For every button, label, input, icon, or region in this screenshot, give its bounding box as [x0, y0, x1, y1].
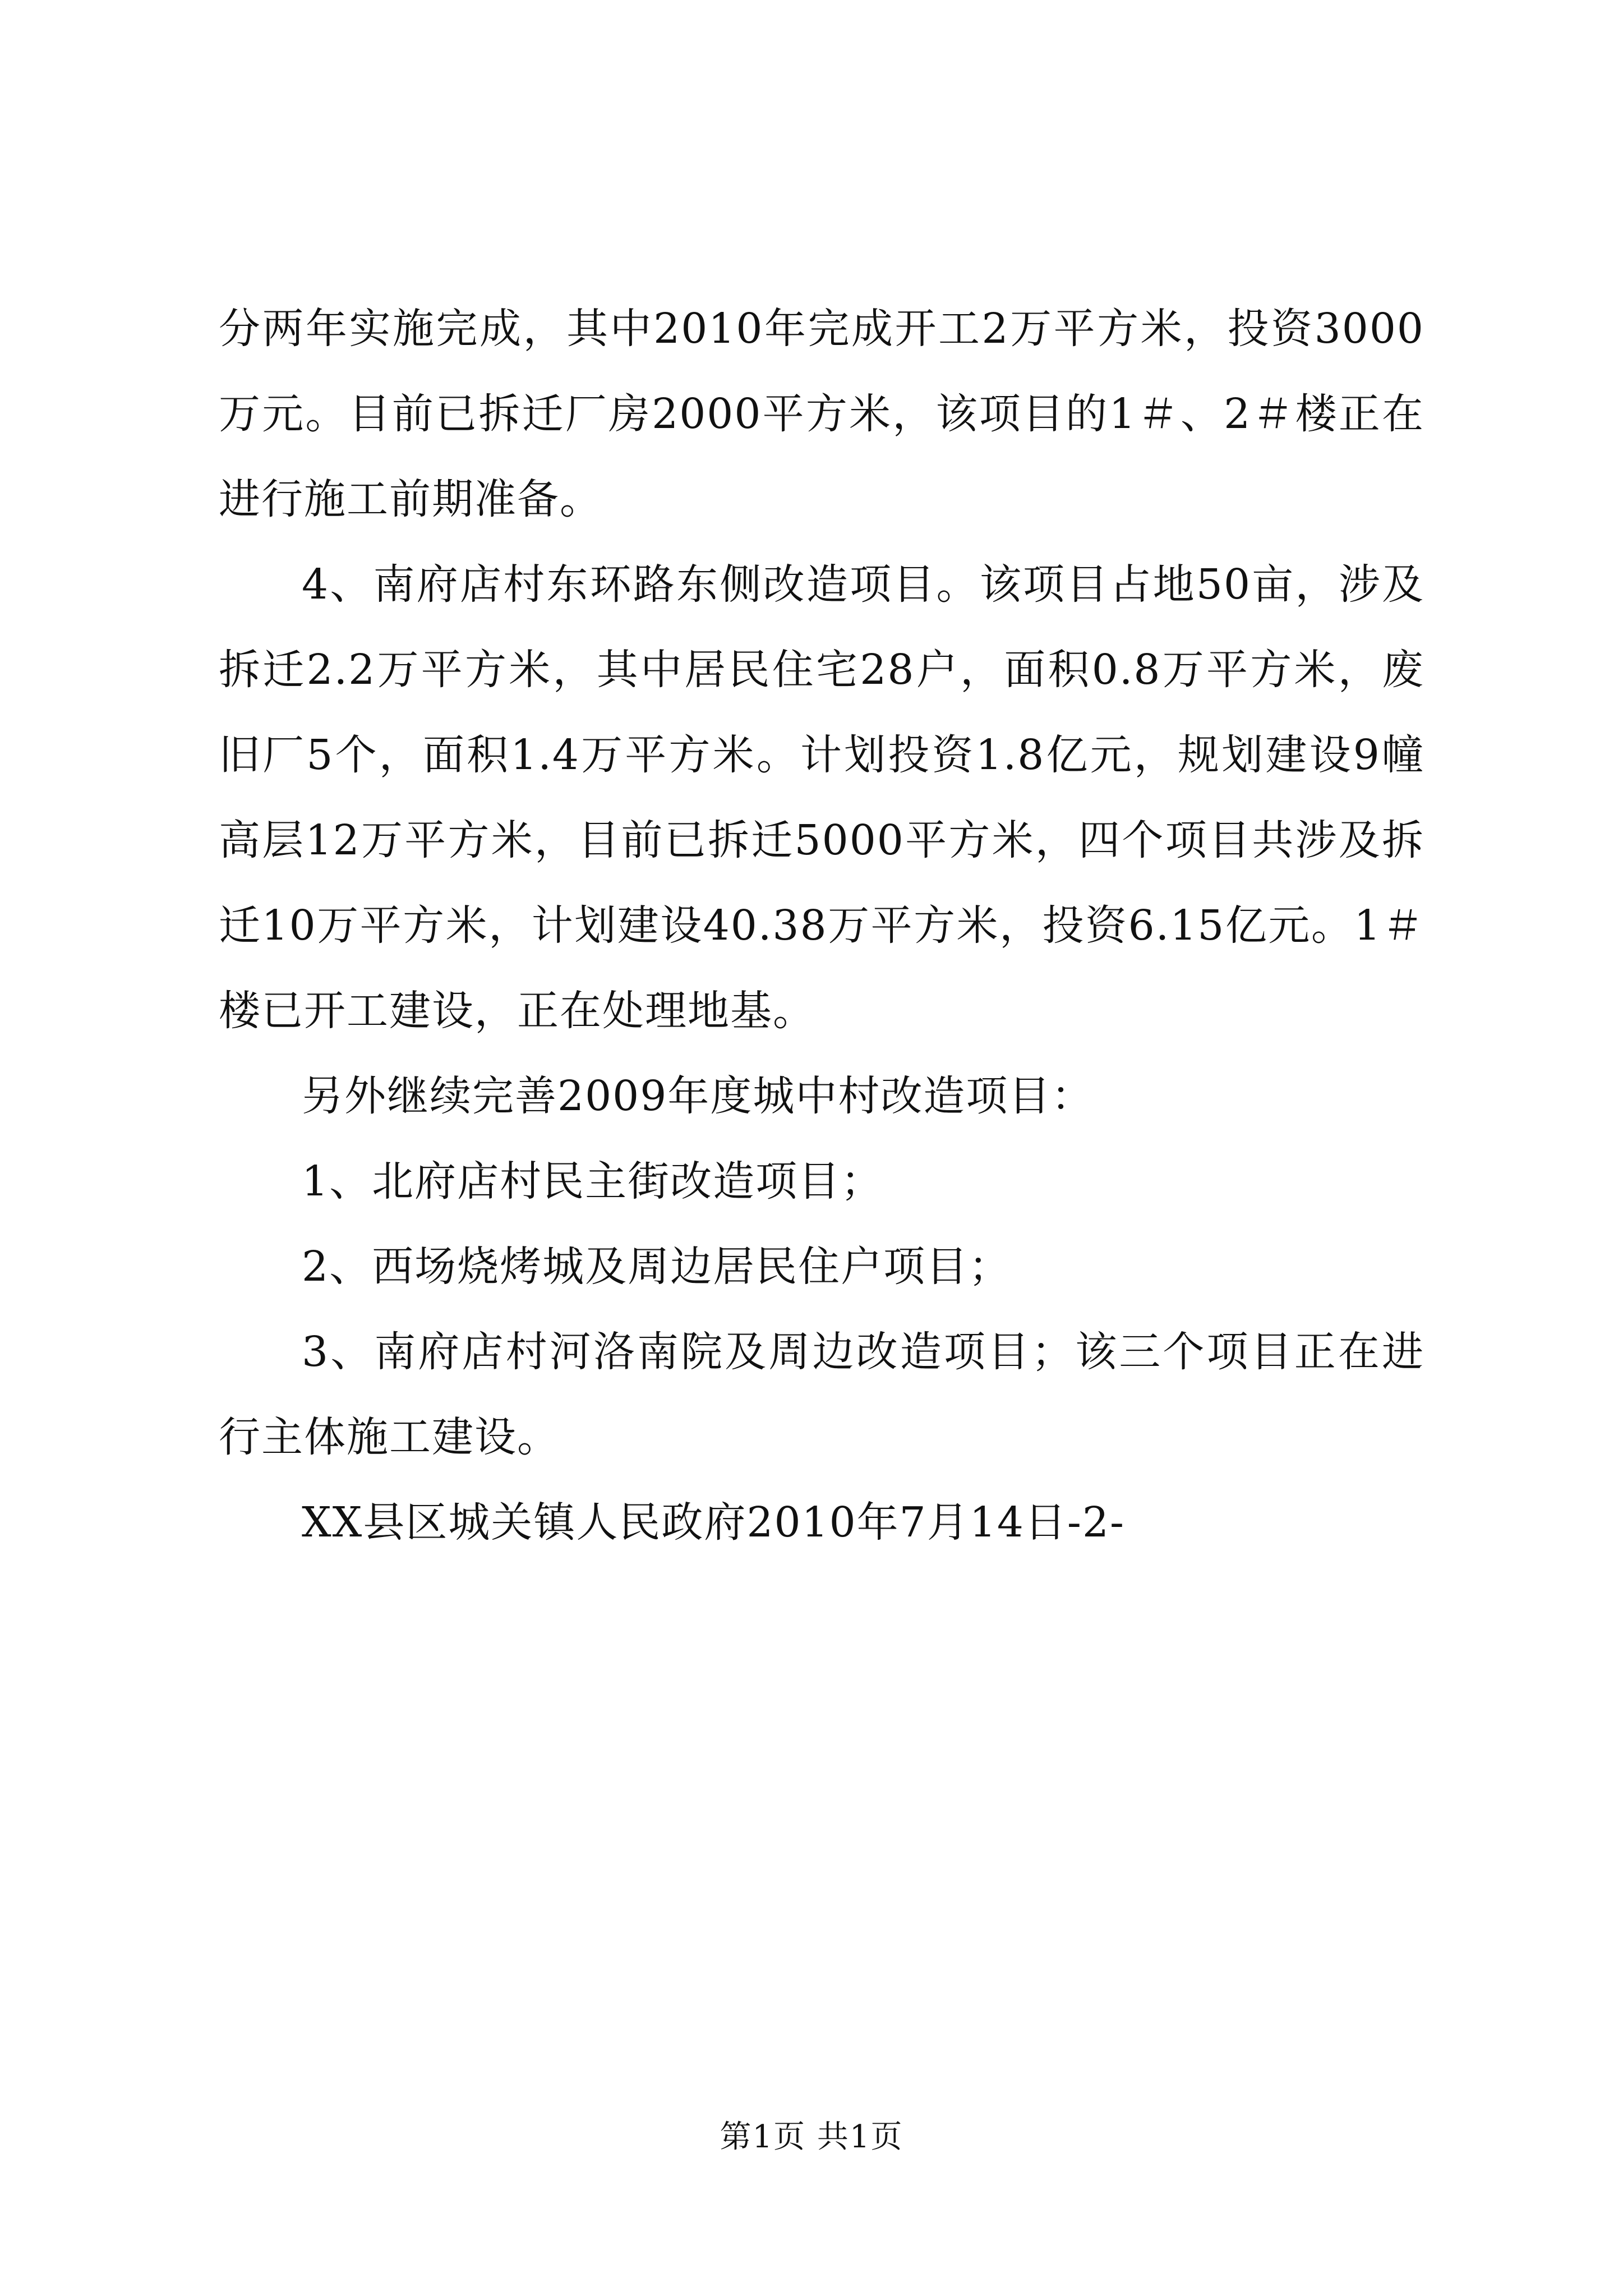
paragraph-2009-projects-intro: 另外继续完善2009年度城中村改造项目：	[302, 1072, 1094, 1120]
paragraph-item-3: 3、南府店村河洛南院及周边改造项目；该三个项目正在进行主体施工建设。	[219, 1328, 1424, 1461]
document-body	[219, 286, 1424, 1565]
page-footer: 第1页 共1页	[720, 2119, 903, 2155]
paragraph-signature-date: XX县区城关镇人民政府2010年7月14日-2-	[302, 1498, 1126, 1547]
paragraph-project-4: 4、南府店村东环路东侧改造项目。该项目占地50亩，涉及拆迁2.2万平方米，其中居民住宅28户，面积0.8万平方米，废旧厂5个，面积1.4万平方米。计划投资1.8亿元，规划建设9幢高层12万平方米，目前已拆迁5000平方米，四个项目共涉及拆迁10万平方米，计划建设40.38万平方米，投资6.15亿元。1＃楼已开工建设，正在处理地基。	[219, 560, 1424, 1035]
paragraph-continuation: 分两年实施完成，其中2010年完成开工2万平方米，投资3000万元。目前已拆迁厂房2000平方米，该项目的1＃、2＃楼正在进行施工前期准备。	[219, 305, 1424, 523]
paragraph-item-1: 1、北府店村民主街改造项目；	[302, 1157, 884, 1205]
paragraph-item-2: 2、西场烧烤城及周边居民住户项目；	[302, 1243, 1012, 1291]
